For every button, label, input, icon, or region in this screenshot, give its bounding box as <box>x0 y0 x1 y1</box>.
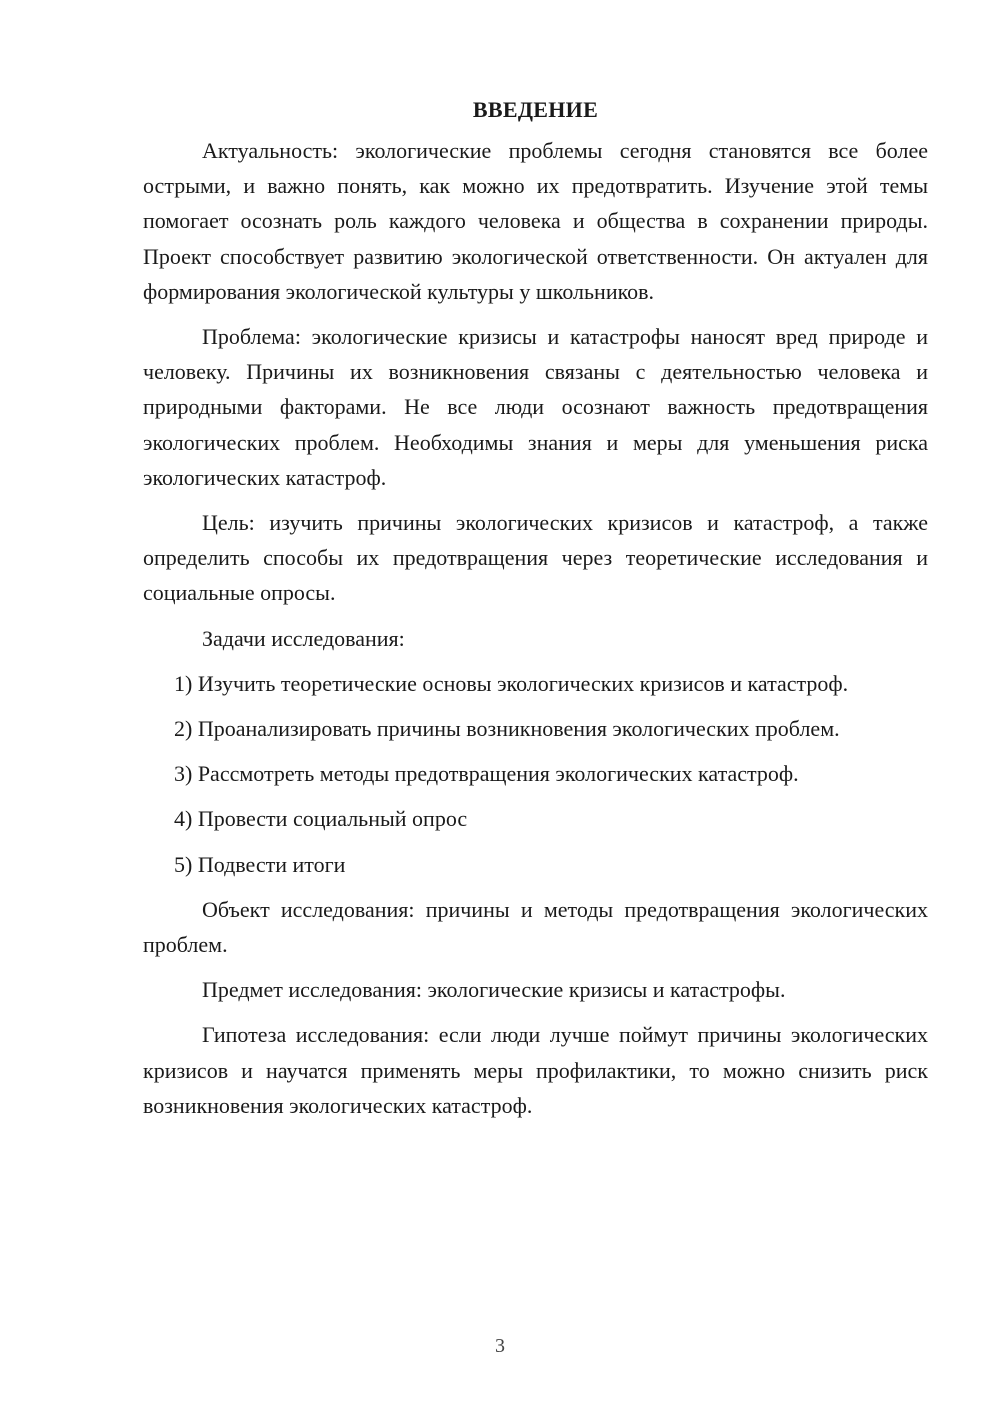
subject-paragraph: Предмет исследования: экологические кризисы и катастрофы. <box>202 977 786 1003</box>
problem-paragraph: Проблема: экологические кризисы и катастрофы наносят вред природе и человеку. Причины их возникновения связаны с деятельностью человека и природными факторами. Не все люди осознают важность предотвращения экологических проблем. Необходимы знания и меры для уменьшения риска экологических катастроф. <box>143 324 928 490</box>
hypothesis-paragraph: Гипотеза исследования: если люди лучше поймут причины экологических кризисов и научатся применять меры профилактики, то можно снизить риск возникновения экологических катастроф. <box>143 1022 928 1118</box>
relevance-paragraph: Актуальность: экологические проблемы сегодня становятся все более острыми, и важно понять, как можно их предотвратить. Изучение этой темы помогает осознать роль каждого человека и общества в сохранении природы. Проект способствует развитию экологической ответственности. Он актуален для формирования экологической культуры у школьников. <box>143 138 928 304</box>
document-page <box>143 92 928 1133</box>
task-item-5: 5) Подвести итоги <box>174 851 346 877</box>
task-item-3: 3) Рассмотреть методы предотвращения экологических катастроф. <box>174 761 799 787</box>
section-heading: ВВЕДЕНИЕ <box>472 97 599 122</box>
task-item-2: 2) Проанализировать причины возникновения экологических проблем. <box>174 716 840 742</box>
object-paragraph: Объект исследования: причины и методы предотвращения экологических проблем. <box>143 896 928 958</box>
task-item-4: 4) Провести социальный опрос <box>174 806 468 832</box>
task-item-1: 1) Изучить теоретические основы экологических кризисов и катастроф. <box>174 670 849 696</box>
page-number: 3 <box>495 1335 505 1357</box>
tasks-heading: Задачи исследования: <box>202 625 405 651</box>
goal-paragraph: Цель: изучить причины экологических кризисов и катастроф, а также определить способы их предотвращения через теоретические исследования и социальные опросы. <box>143 510 928 606</box>
